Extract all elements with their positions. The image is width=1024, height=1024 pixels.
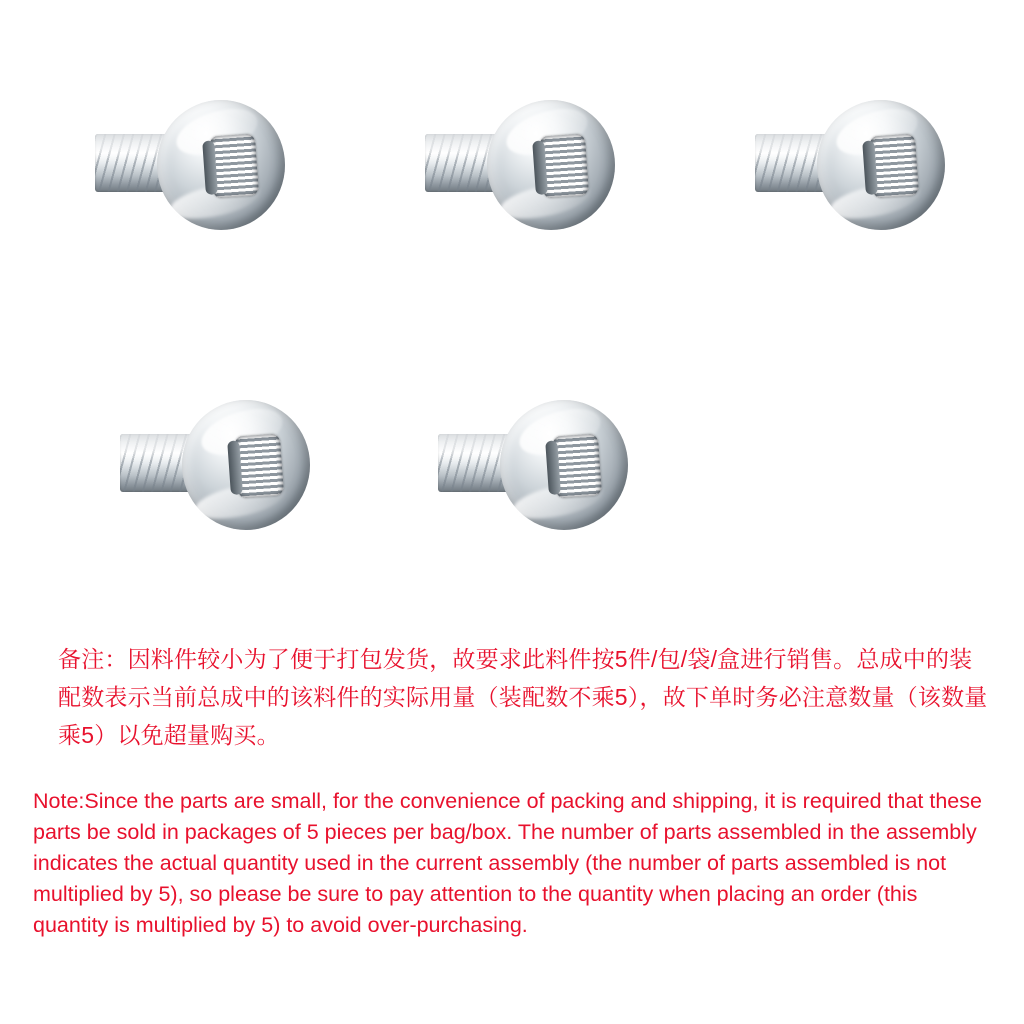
screw-drive-socket (234, 433, 284, 498)
screw-drive-socket (539, 133, 589, 198)
screw-item-2 (425, 100, 615, 230)
note-english: Note:Since the parts are small, for the convenience of packing and shipping, it is required that these parts be sold in packages of 5 pieces per bag/box. The number of parts assembled in the assembly indicates the actual quantity used in the current assembly (the number of parts assembled is not multiplied by 5), so please be sure to pay attention to the quantity when placing an order (this quantity is multiplied by 5) to avoid over-purchasing. (33, 789, 982, 937)
screw-item-3 (755, 100, 945, 230)
screw-drive-socket (209, 133, 259, 198)
screw-item-4 (120, 400, 310, 530)
screw-drive-socket (552, 433, 602, 498)
screw-item-5 (438, 400, 628, 530)
note-chinese: 备注：因料件较小为了便于打包发货，故要求此料件按5件/包/袋/盒进行销售。总成中的装配数表示当前总成中的该料件的实际用量（装配数不乘5），故下单时务必注意数量（该数量乘5）以免超量购买。 (58, 646, 988, 748)
screw-item-1 (95, 100, 285, 230)
screw-drive-socket (869, 133, 919, 198)
